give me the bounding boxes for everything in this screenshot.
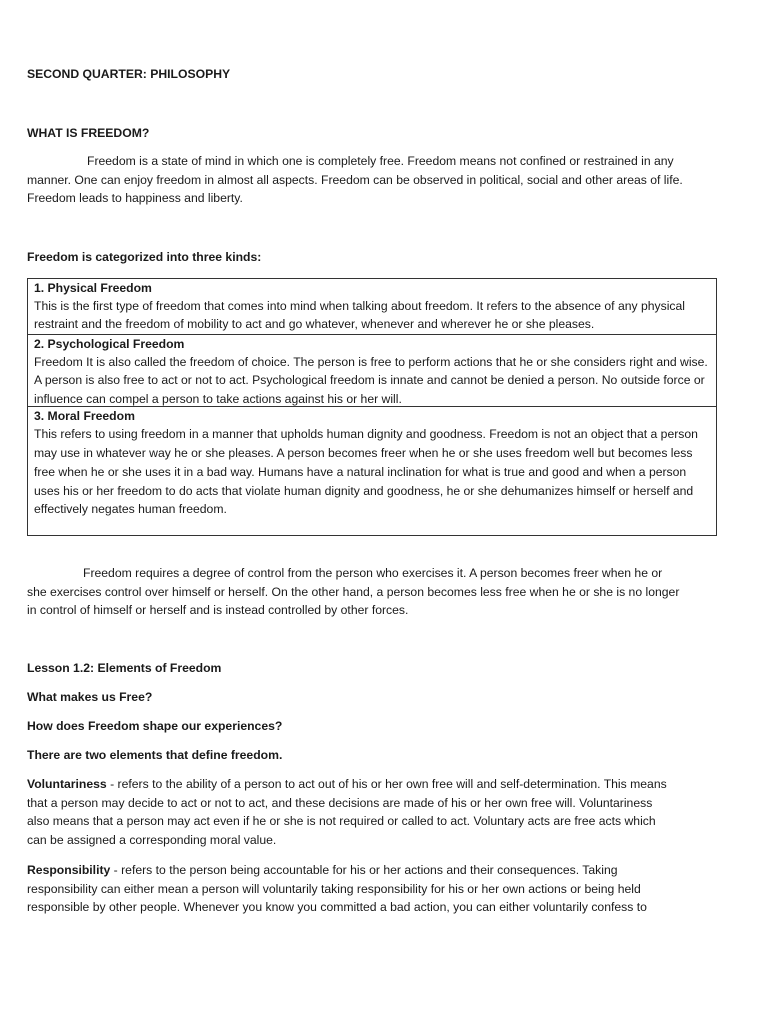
lesson-heading: Lesson 1.2: Elements of Freedom xyxy=(27,661,222,675)
question-what-makes-us-free: What makes us Free? xyxy=(27,690,153,704)
question-freedom-shape: How does Freedom shape our experiences? xyxy=(27,719,283,733)
kind-body: Freedom It is also called the freedom of choice. The person is free to perform actions that he or she considers right and wise. A person is also free to act or not to act. Psychological freedom is innate and cannot be denied a person. No outside force or influence can compel a person to take actions against his or her will. xyxy=(34,355,708,406)
control-paragraph: Freedom requires a degree of control from the person who exercises it. A person becomes freer when he or she exercises control over himself or herself. On the other hand, a person becomes less free when he or she is no longer in control of himself or herself and is instead controlled by other forces. xyxy=(27,566,680,618)
quarter-heading: SECOND QUARTER: PHILOSOPHY xyxy=(27,67,231,81)
voluntariness-definition: - refers to the ability of a person to act out of his or her own free will and self-determination. This means that a person may decide to act or not to act, and these decisions are made of his or her own free will. Voluntariness also means that a person may act even if he or she is not required or called to act. Voluntary acts are free acts which can be assigned a corresponding moral value. xyxy=(27,777,667,848)
kind-cell-psychological xyxy=(28,335,716,407)
responsibility-term: Responsibility xyxy=(27,863,111,877)
kind-body: This refers to using freedom in a manner that upholds human dignity and goodness. Freedom is not an object that a person may use in whatever way he or she pleases. A person becomes freer when he or she uses freedom well but becomes less free when he or she uses it in a bad way. Humans have a natural inclination for what is true and good and when a person uses his or her freedom to do acts that violate human dignity and goodness, he or she dehumanizes himself or herself and effectively negates human freedom. xyxy=(34,427,698,517)
responsibility-paragraph xyxy=(27,861,683,917)
freedom-kinds-table xyxy=(27,278,717,536)
kind-title: 1. Physical Freedom xyxy=(34,281,152,295)
voluntariness-paragraph xyxy=(27,775,677,850)
kind-cell-physical xyxy=(28,279,716,335)
categories-heading: Freedom is categorized into three kinds: xyxy=(27,250,262,264)
elements-heading: There are two elements that define freedom. xyxy=(27,748,283,762)
intro-paragraph: Freedom is a state of mind in which one is completely free. Freedom means not confined or restrained in any manner. One can enjoy freedom in almost all aspects. Freedom can be observed in political, social and other areas of life. Freedom leads to happiness and liberty. xyxy=(27,154,683,206)
responsibility-definition: - refers to the person being accountable for his or her actions and their consequences. Taking responsibility can either mean a person will voluntarily taking responsibility for his or her own actions or being held responsible by other people. Whenever you know you committed a bad action, you can either voluntarily confess to xyxy=(27,863,647,915)
kind-cell-moral xyxy=(28,407,716,535)
kind-body: This is the first type of freedom that comes into mind when talking about freedom. It refers to the absence of any physical restraint and the freedom of mobility to act and go whatever, whenever and wherever he or she pleases. xyxy=(34,299,686,332)
kind-title: 2. Psychological Freedom xyxy=(34,337,185,351)
question-heading: WHAT IS FREEDOM? xyxy=(27,126,150,140)
voluntariness-term: Voluntariness xyxy=(27,777,107,791)
kind-title: 3. Moral Freedom xyxy=(34,409,135,423)
